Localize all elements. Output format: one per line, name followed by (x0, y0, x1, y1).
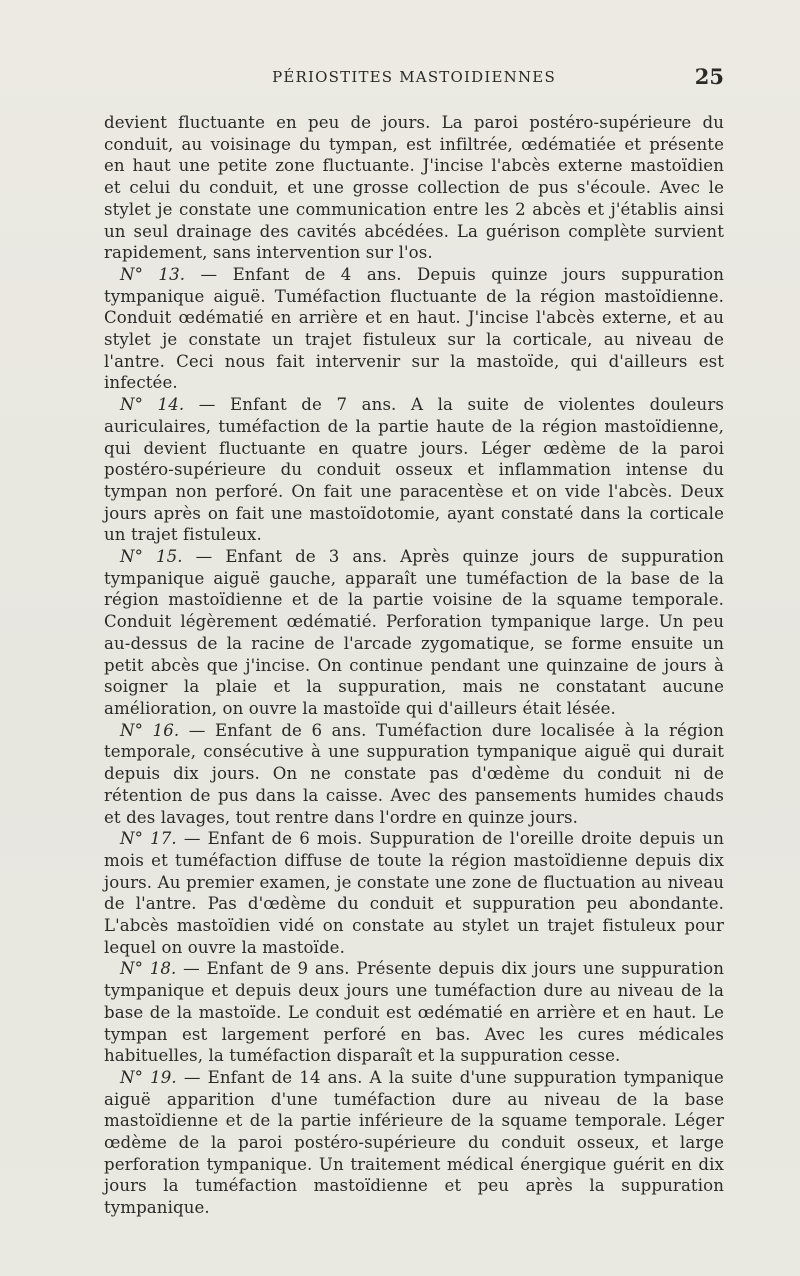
case-text: — Enfant de 6 ans. Tuméfaction dure localisée à la région temporale, consécutive à une suppuration tympanique aiguë qui durait depuis dix jours. On ne constate pas d'œdème du conduit ni de rétention de pus dans la caisse. Avec des pansements humides chauds et des lavages, tout rentre dans l'ordre en quinze jours. (104, 720, 724, 827)
case-number: N° 17. (120, 829, 177, 849)
case-19 (104, 1067, 724, 1219)
case-14 (104, 394, 724, 546)
case-16 (104, 720, 724, 829)
case-number: N° 13. (120, 264, 186, 284)
case-text: — Enfant de 14 ans. A la suite d'une suppuration tympanique aiguë apparition d'une tuméfaction dure au niveau de la base mastoïdienne et de la partie inférieure de la squame temporale. Léger œdème de la paroi postéro-supérieure du conduit osseux, et large perforation tympanique. Un traitement médical énergique guérit en dix jours la tuméfaction mastoïdienne et peu après la suppuration tympanique. (104, 1067, 724, 1218)
case-15 (104, 546, 724, 720)
page-number: 25 (694, 64, 724, 89)
case-text: — Enfant de 7 ans. A la suite de violentes douleurs auriculaires, tuméfaction de la partie haute de la région mastoïdienne, qui devient fluctuante en quatre jours. Léger œdème de la paroi postéro-supérieure du conduit osseux et inflammation intense du tympan non perforé. On fait une paracentèse et on vide l'abcès. Deux jours après on fait une mastoïdotomie, ayant constaté dans la corticale un trajet fistuleux. (104, 395, 724, 545)
case-number: N° 18. (120, 959, 177, 979)
body-text (104, 112, 724, 1219)
case-text: — Enfant de 9 ans. Présente depuis dix jours une suppuration tympanique et depuis deux jours une tuméfaction dure au niveau de la base de la mastoïde. Le conduit est œdématié en arrière et en haut. Le tympan est largement perforé en bas. Avec les cures médicales habituelles, la tuméfaction disparaît et la suppuration cesse. (104, 959, 724, 1066)
running-title: PÉRIOSTITES MASTOIDIENNES (272, 68, 556, 86)
case-number: N° 14. (120, 395, 185, 415)
case-number: N° 19. (120, 1067, 177, 1087)
paragraph-text: devient fluctuante en peu de jours. La paroi postéro-supérieure du conduit, au voisinage du tympan, est infiltrée, œdématiée et présente en haut une petite zone fluctuante. J'incise l'abcès externe mastoïdien et celui du conduit, et une grosse collection de pus s'écoule. Avec le stylet je constate une communication entre les 2 abcès et j'établis ainsi un seul drainage des cavités abcédées. La guérison complète survient rapidement, sans intervention sur l'os. (104, 113, 724, 263)
case-18 (104, 958, 724, 1067)
case-number: N° 15. (120, 547, 183, 567)
case-text: — Enfant de 4 ans. Depuis quinze jours suppuration tympanique aiguë. Tuméfaction fluctuante de la région mastoïdienne. Conduit œdématié en arrière et en haut. J'incise l'abcès externe, et au stylet je constate un trajet fistuleux sur la corticale, au niveau de l'antre. Ceci nous fait intervenir sur la mastoïde, qui d'ailleurs est infectée. (104, 264, 724, 393)
case-number: N° 16. (120, 720, 180, 740)
case-text: — Enfant de 6 mois. Suppuration de l'oreille droite depuis un mois et tuméfaction diffuse de toute la région mastoïdienne depuis dix jours. Au premier examen, je constate une zone de fluctuation au niveau de l'antre. Pas d'œdème du conduit et suppuration peu abondante. L'abcès mastoïdien vidé on constate au stylet un trajet fistuleux pour lequel on ouvre la mastoïde. (104, 829, 724, 957)
case-text: — Enfant de 3 ans. Après quinze jours de suppuration tympanique aiguë gauche, apparaît une tuméfaction de la base de la région mastoïdienne et de la partie voisine de la squame temporale. Conduit légèrement œdématié. Perforation tympanique large. Un peu au-dessus de la racine de l'arcade zygomatique, se forme ensuite un petit abcès que j'incise. On continue pendant une quinzaine de jours à soigner la plaie et la suppuration, mais ne constatant aucune amélioration, on ouvre la mastoïde qui d'ailleurs était lésée. (104, 547, 724, 718)
page-header (104, 64, 724, 90)
paragraph-continuation (104, 112, 724, 264)
case-13 (104, 264, 724, 394)
case-17 (104, 828, 724, 958)
